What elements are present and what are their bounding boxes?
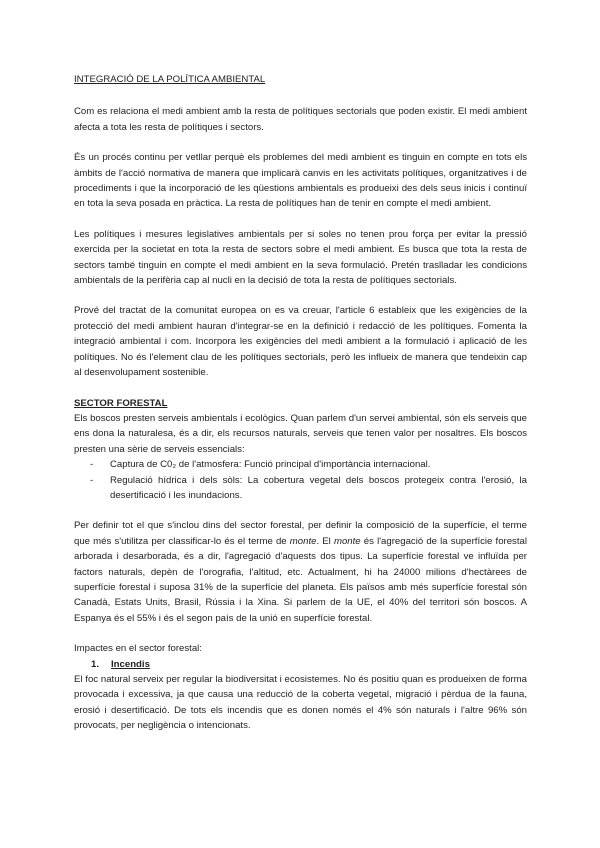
dash-bullet: - <box>90 474 94 486</box>
definition-paragraph <box>74 518 527 626</box>
list-item <box>74 457 527 472</box>
page-title: INTEGRACIÓ DE LA POLÍTICA AMBIENTAL <box>74 74 266 85</box>
incendis-paragraph: El foc natural serveix per regular la biodiversitat i ecosistemes. No és positiu quan es produeixen de forma provocada i excessiva, ja que causa una reducció de la coberta vegetal, migració i pèrdua de la fauna, erosió i desertificació. De tots els incendis que es donen només el 4% són naturals i l'altre 96% són provocats, per negligència o intencionats. <box>74 674 527 732</box>
intro-paragraph-4: Prové del tractat de la comunitat europea on es va creuar, l'article 6 estableix que les exigències de la protecció del medi ambient hauran d'integrar-se en la definició i redacció de les polítiques. Fomenta la integració ambiental i com. Incorpora les exigències del medi ambient a la formulació i aplicació de les polítiques. No és l'element clau de les polítiques sectorials, però les influeix de manera que tendeixin cap al desenvolupament sostenible. <box>74 305 527 379</box>
definition-text-3: és l'agregació de la superfície forestal arborada i desarborada, és a dir, l'agregació d'aquests dos tipus. La superfície forestal ve influïda per factors naturals, depèn de l'orografia, l'altitud, etc. Actualment, hi ha 24000 milions d'hectàrees de superfície forestal i suposa 31% de la superfície del planeta. Els països amb més superfície forestal són Canadà, Estats Units, Brasil, Rússia i la Xina. Si parlem de la UE, el 40% del territori són boscos. A Espanya és el 55% i és el segon país de la unió en superfície forestal. <box>74 535 527 624</box>
definition-text-2: . El <box>316 535 334 547</box>
section-heading-sector-forestal: SECTOR FORESTAL <box>74 397 168 409</box>
impacts-label: Impactes en el sector forestal: <box>74 643 202 655</box>
item-number: 1. <box>91 658 100 670</box>
item-label: Incendis <box>111 658 150 670</box>
definition-text-1: Per definir tot el que s'inclou dins del sector forestal, per definir la composició de la superfície, el terme que més s'utilitza per classificar-lo és el terme de <box>74 520 527 547</box>
sector-lead-paragraph: Els boscos presten serveis ambientals i ecològics. Quan parlem d'un servei ambiental, són els serveis que ens dona la naturalesa, és a dir, els recursos naturals, serveis que tenen valor per nosaltres. Els boscos presten una sèrie de serveis essencials: <box>74 412 527 455</box>
term-monte: monte <box>333 535 361 547</box>
services-list <box>74 457 527 503</box>
list-item <box>74 473 527 504</box>
intro-paragraph-3: Les polítiques i mesures legislatives ambientals per si soles no tenen prou força per evitar la pressió exercida per la societat en tota la resta de sectors sobre el medi ambient. Es busca que tota la resta de sectors també tinguin en compte el medi ambient en la seva formulació. Pretén traslladar les condicions ambientals de la perifèria cap al nucli en la decisió de tota la resta de polítiques sectorials. <box>74 228 527 287</box>
term-monte: monte <box>289 535 317 547</box>
numbered-heading-incendis <box>74 657 527 672</box>
list-item-text: Captura de C0₂ de l'atmosfera: Funció principal d'importància internacional. <box>110 459 431 471</box>
document-page <box>74 72 527 734</box>
dash-bullet: - <box>90 459 94 471</box>
intro-paragraph-1: Com es relaciona el medi ambient amb la resta de polítiques sectorials que poden existir. El medi ambient afecta a tota les resta de polítiques i sectors. <box>74 106 527 133</box>
intro-paragraph-2: És un procés continu per vetllar perquè els problemes del medi ambient es tinguin en compte en tots els àmbits de l'acció normativa de manera que implicarà canvis en les activitats polítiques, organitzatives i de procediments i que la incorporació de les qüestions ambientals es produeixi des dels seus inicis i continuï en tota la seva posada en pràctica. La resta de polítiques han de tenir en compte el medi ambient. <box>74 152 527 210</box>
list-item-text: Regulació hídrica i dels sòls: La cobertura vegetal dels boscos protegeix contra l'erosió, la desertificació i les inundacions. <box>110 474 527 501</box>
